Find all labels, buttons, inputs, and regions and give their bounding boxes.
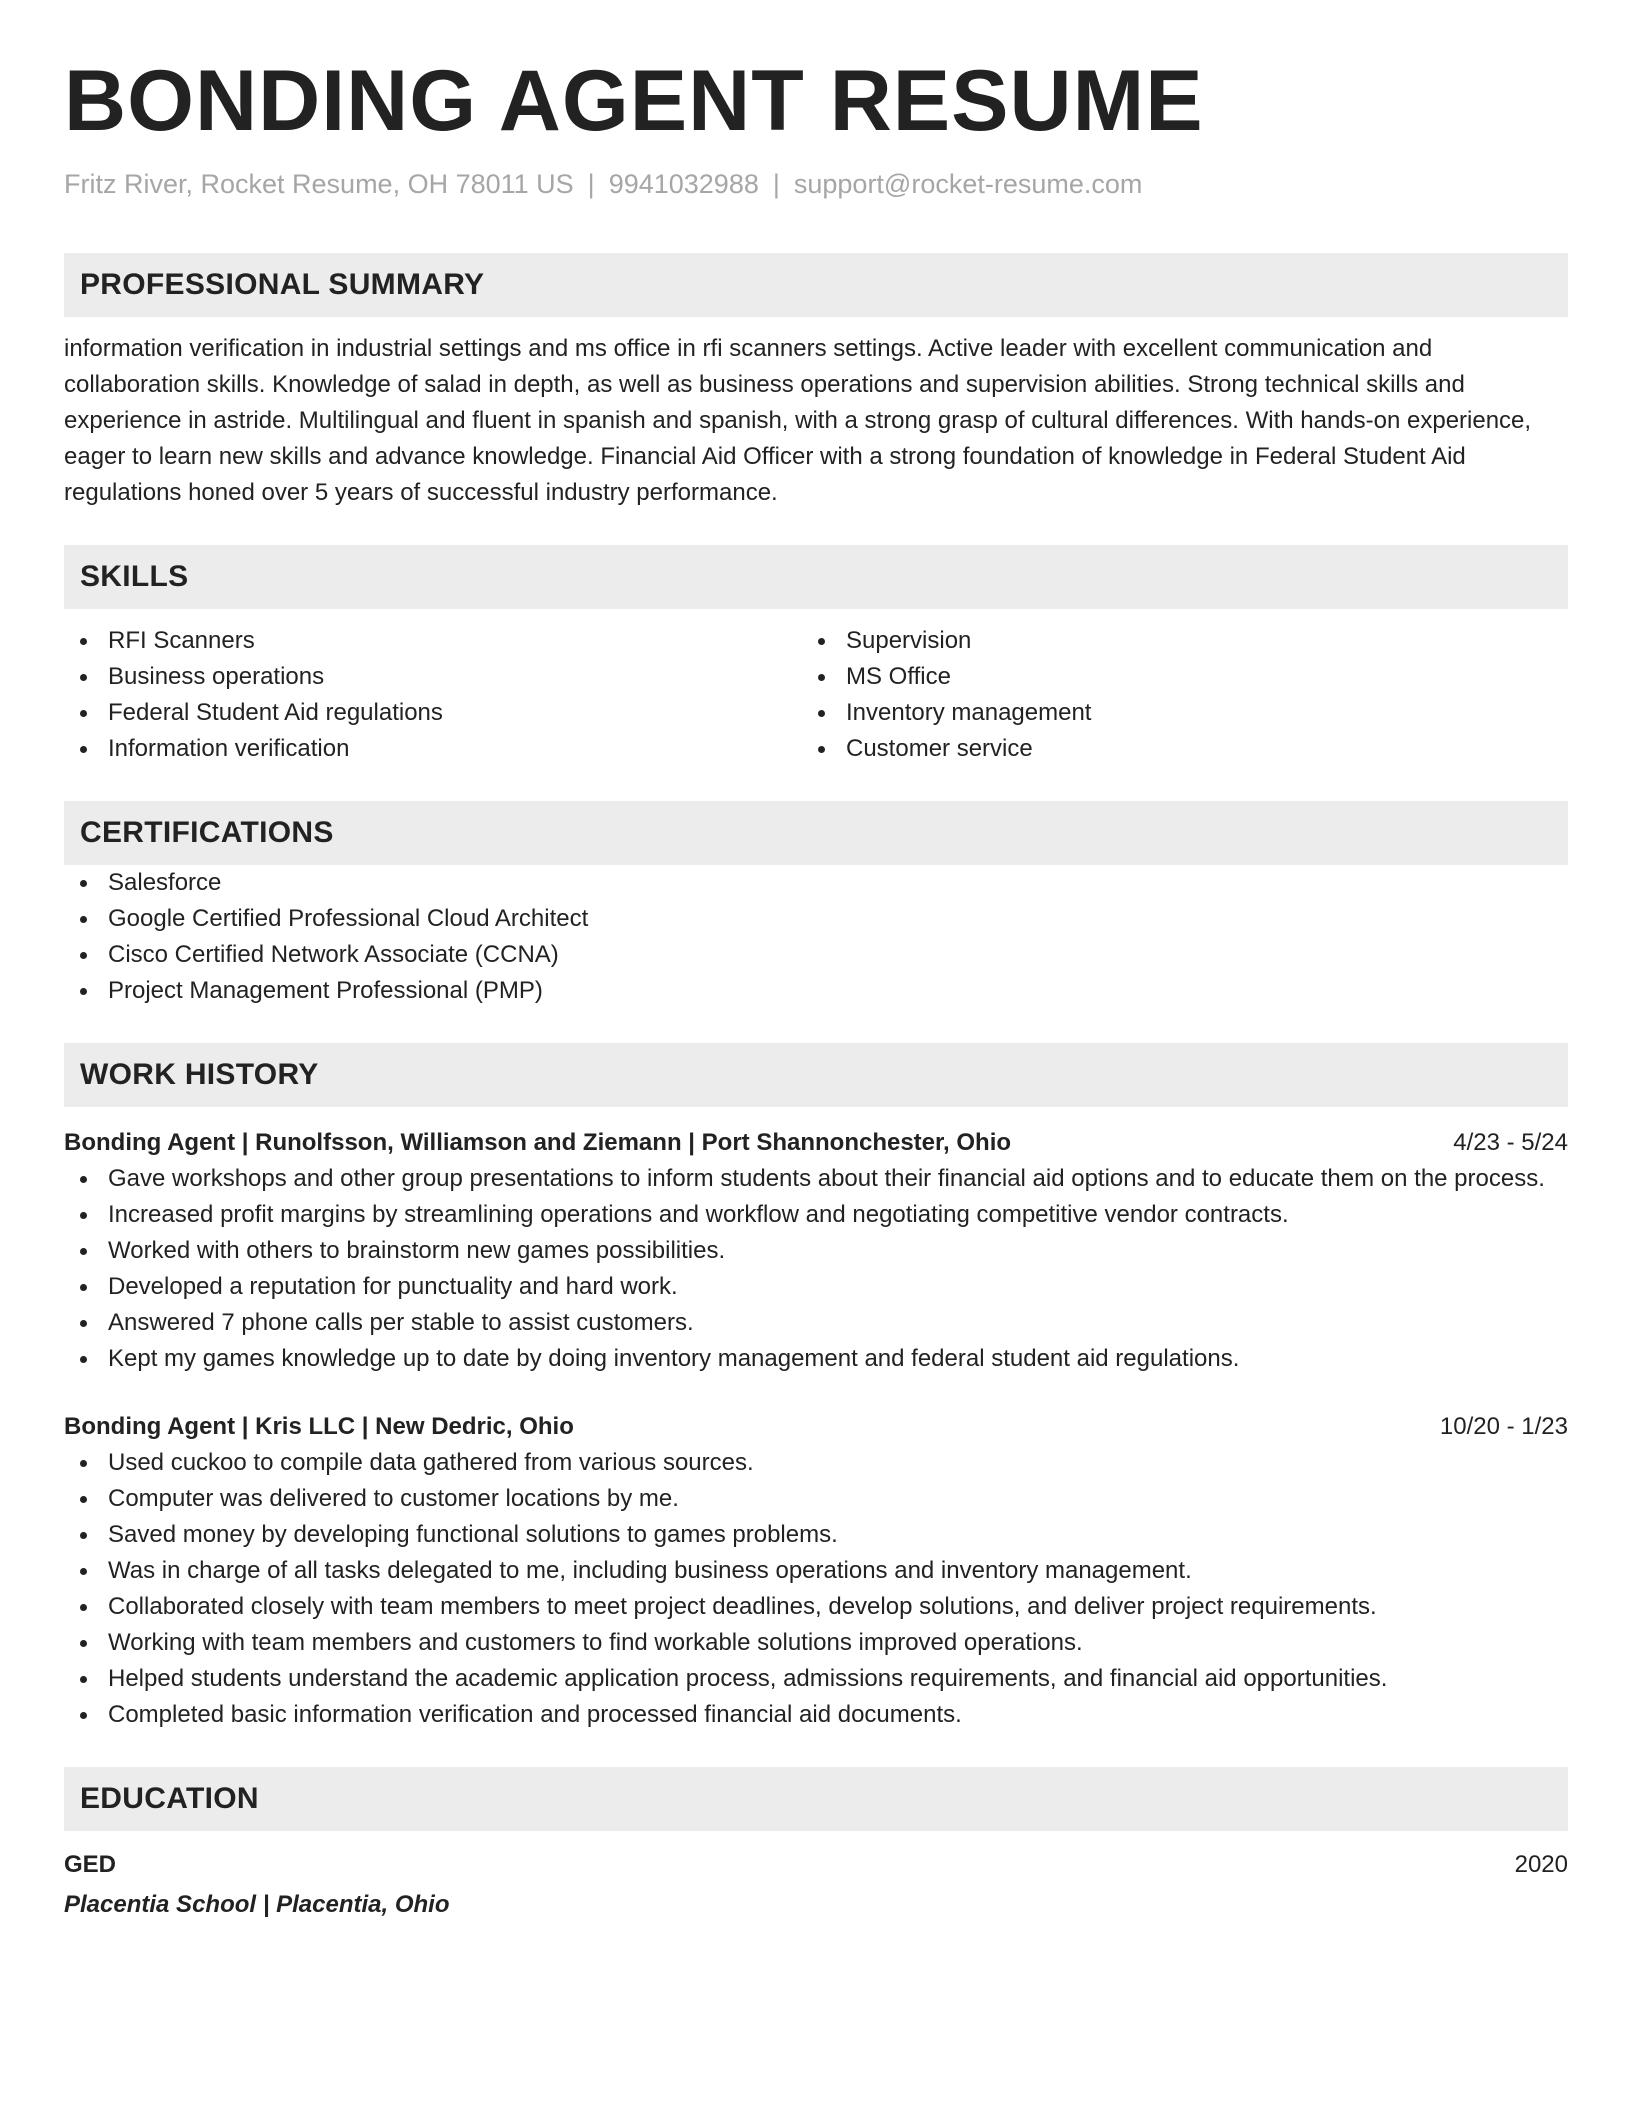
contact-separator: | <box>772 169 780 200</box>
job-duty-item: Was in charge of all tasks delegated to me, including business operations and inventory management. <box>64 1553 1568 1589</box>
job-duties-list <box>64 1161 1568 1377</box>
job-duty-item: Saved money by developing functional solutions to games problems. <box>64 1517 1568 1553</box>
job-title: Bonding Agent | Runolfsson, Williamson and Ziemann | Port Shannonchester, Ohio <box>64 1128 1012 1156</box>
job-dates: 4/23 - 5/24 <box>1453 1128 1568 1156</box>
certification-item: Cisco Certified Network Associate (CCNA) <box>64 937 1568 973</box>
skill-item: Information verification <box>64 731 802 767</box>
job-duty-item: Answered 7 phone calls per stable to assist customers. <box>64 1305 1568 1341</box>
job-dates: 10/20 - 1/23 <box>1439 1412 1568 1440</box>
job-duty-item: Kept my games knowledge up to date by doing inventory management and federal student aid regulations. <box>64 1341 1568 1377</box>
skill-item: Supervision <box>802 623 1540 659</box>
job-duty-item: Increased profit margins by streamlining operations and workflow and negotiating competitive vendor contracts. <box>64 1197 1568 1233</box>
skill-item: MS Office <box>802 659 1540 695</box>
job-duties-list <box>64 1445 1568 1733</box>
summary-heading: PROFESSIONAL SUMMARY <box>64 253 1568 317</box>
job-duty-item: Completed basic information verification and processed financial aid documents. <box>64 1697 1568 1733</box>
education-header <box>64 1847 1568 1883</box>
contact-address: Fritz River, Rocket Resume, OH 78011 US <box>64 169 574 200</box>
job-duty-item: Worked with others to brainstorm new games possibilities. <box>64 1233 1568 1269</box>
skills-right-column <box>802 623 1540 767</box>
work-history-heading: WORK HISTORY <box>64 1043 1568 1107</box>
contact-email[interactable]: support@rocket-resume.com <box>793 169 1143 200</box>
skill-item: Business operations <box>64 659 802 695</box>
certification-item: Salesforce <box>64 865 1568 901</box>
certifications-heading: CERTIFICATIONS <box>64 801 1568 865</box>
certification-item: Project Management Professional (PMP) <box>64 973 1568 1009</box>
education-degree: GED <box>64 1850 117 1878</box>
job-duty-item: Computer was delivered to customer locations by me. <box>64 1481 1568 1517</box>
job-duty-item: Working with team members and customers to find workable solutions improved operations. <box>64 1625 1568 1661</box>
job-entry <box>64 1409 1568 1733</box>
skill-item: RFI Scanners <box>64 623 802 659</box>
contact-line <box>64 168 1568 200</box>
job-duty-item: Developed a reputation for punctuality and hard work. <box>64 1269 1568 1305</box>
job-duty-item: Helped students understand the academic application process, admissions requirements, and financial aid opportunities. <box>64 1661 1568 1697</box>
certification-item: Google Certified Professional Cloud Architect <box>64 901 1568 937</box>
skills-left-column <box>64 623 802 767</box>
skills-grid <box>64 623 1568 767</box>
summary-text: information verification in industrial settings and ms office in rfi scanners settings. Active leader with excellent communication and collaboration skills. Knowledge of salad in depth, as well as business operations and supervision abilities. Strong technical skills and experience in astride. Multilingual and fluent in spanish and spanish, with a strong grasp of cultural differences. With hands-on experience, eager to learn new skills and advance knowledge. Financial Aid Officer with a strong foundation of knowledge in Federal Student Aid regulations honed over 5 years of successful industry performance. <box>64 334 1532 506</box>
job-duty-item: Used cuckoo to compile data gathered from various sources. <box>64 1445 1568 1481</box>
skill-item: Customer service <box>802 731 1540 767</box>
job-header <box>64 1125 1568 1161</box>
job-entry <box>64 1125 1568 1377</box>
resume-title: BONDING AGENT RESUME <box>64 53 1204 149</box>
contact-phone[interactable]: 9941032988 <box>608 169 759 200</box>
job-title: Bonding Agent | Kris LLC | New Dedric, Ohio <box>64 1412 574 1440</box>
contact-separator: | <box>587 169 595 200</box>
job-duty-item: Collaborated closely with team members to meet project deadlines, develop solutions, and deliver project requirements. <box>64 1589 1568 1625</box>
skill-item: Federal Student Aid regulations <box>64 695 802 731</box>
job-header <box>64 1409 1568 1445</box>
education-school: Placentia School | Placentia, Ohio <box>64 1890 450 1918</box>
education-heading: EDUCATION <box>64 1767 1568 1831</box>
skills-heading: SKILLS <box>64 545 1568 609</box>
job-duty-item: Gave workshops and other group presentations to inform students about their financial aid options and to educate them on the process. <box>64 1161 1568 1197</box>
skill-item: Inventory management <box>802 695 1540 731</box>
education-year: 2020 <box>1514 1850 1568 1878</box>
certifications-list <box>64 865 1568 1009</box>
